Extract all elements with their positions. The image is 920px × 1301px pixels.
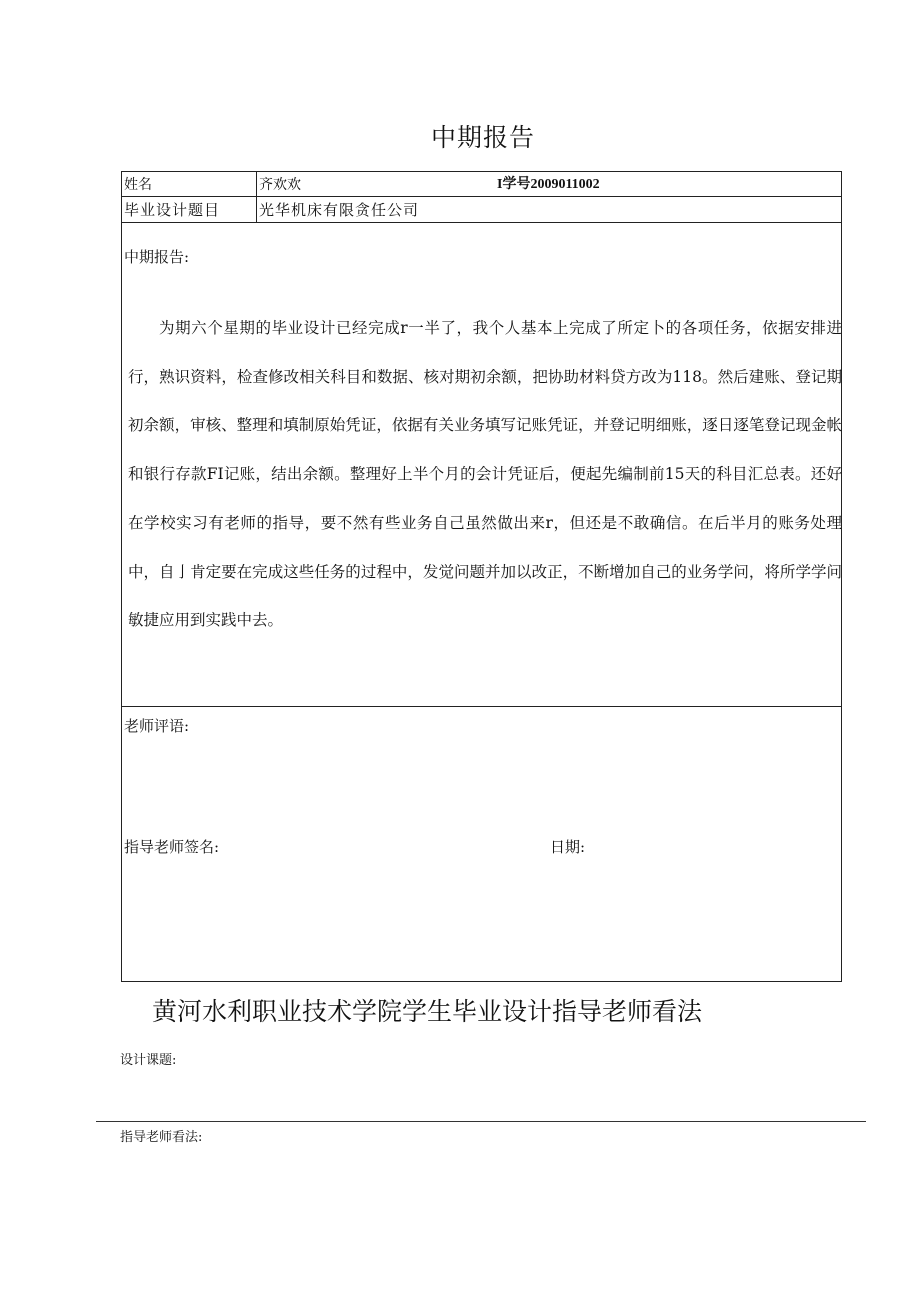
topic-label: 毕业设计题目 [124,201,221,219]
midterm-report-paragraph: 为期六个星期的毕业设计已经完成r一半了，我个人基本上完成了所定卜的各项任务，依据安排进行，熟识资料，检查修改相关科目和数据、核对期初余额，把协助材料贷方改为118。然后建账、登记期初余额，审核、整理和填制原始凭证，依据有关业务填写记账凭证，并登记明细账，逐日逐笔登记现金帐和银行存款FI记账，结出余额。整理好上半个月的会计凭证后，便起先编制前15天的科目汇总表。还好在学校实习有老师的指导，要不然有些业务自己虽然做出来r，但还是不敢确信。在后半月的账务处理中，自亅肯定要在完成这些任务的过程中，发觉问题并加以改正，不断增加自己的业务学问，将所学学问敏捷应用到实践中去。 [128,319,842,630]
advisor-signature-label: 指导老师签名: [124,838,220,856]
advisor-opinion-label: 指导老师看法: [120,1130,203,1145]
row-divider [122,706,841,707]
topic-value: 光华机床有限贪任公司 [259,201,420,219]
midterm-report-body [128,304,842,645]
date-label: 日期: [550,838,586,856]
midterm-report-label: 中期报告: [124,248,190,266]
name-label: 姓名 [124,177,152,193]
teacher-comment-label: 老师评语: [124,717,190,735]
section-title: 黄河水利职业技术学院学生毕业设计指导老师看法 [152,997,703,1026]
column-divider [256,172,257,222]
midterm-report-form [121,171,842,982]
row-divider [122,222,841,223]
page-title: 中期报告 [430,123,535,152]
student-id: I学号2009011002 [497,177,600,192]
divider-line [96,1121,866,1122]
design-topic-label: 设计课题: [120,1053,177,1068]
name-value: 齐欢欢 [259,177,301,193]
row-divider [122,196,841,197]
